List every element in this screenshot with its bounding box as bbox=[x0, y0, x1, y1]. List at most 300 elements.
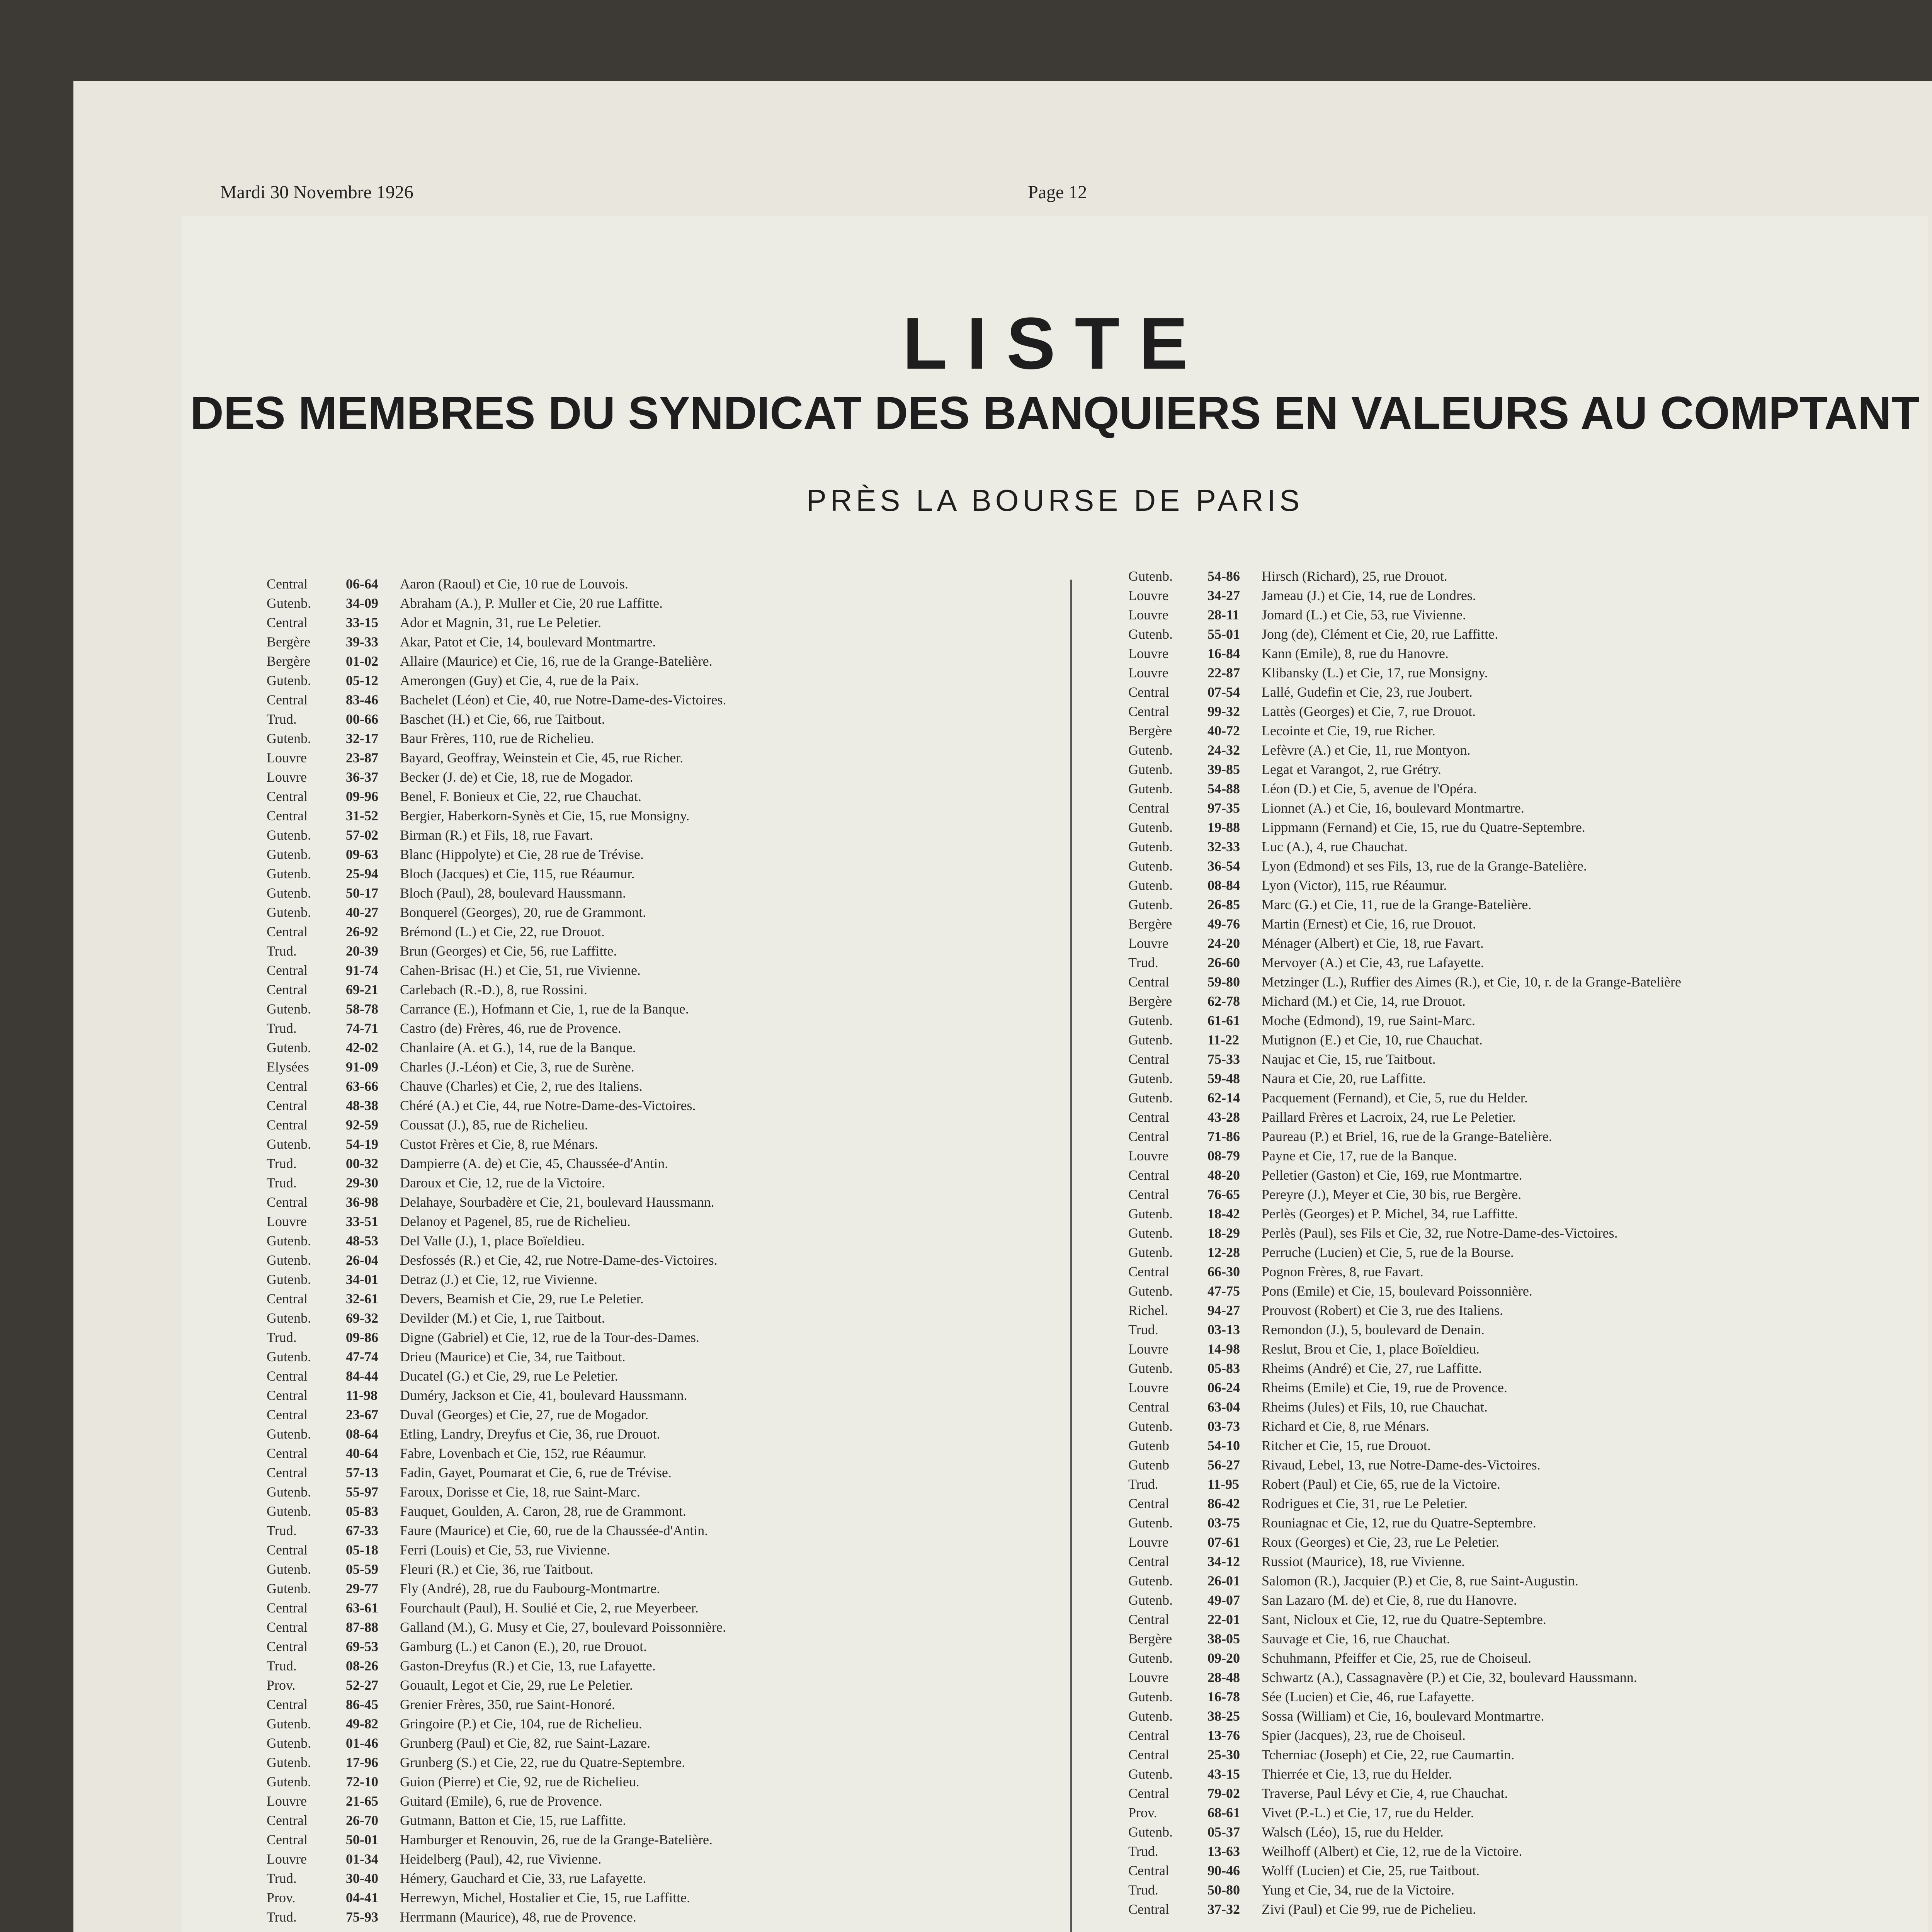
exchange: Trud. bbox=[267, 1658, 297, 1673]
phone-number: 99-32 bbox=[1208, 704, 1240, 719]
member-row bbox=[267, 981, 1078, 1001]
phone-number: 62-14 bbox=[1208, 1090, 1240, 1105]
member-row bbox=[267, 1716, 1078, 1735]
member-entry: Spier (Jacques), 23, rue de Choiseul. bbox=[1262, 1728, 1466, 1743]
member-row bbox=[267, 672, 1078, 692]
exchange: Gutenb. bbox=[267, 1426, 311, 1442]
member-entry: Yung et Cie, 34, rue de la Victoire. bbox=[1262, 1882, 1455, 1898]
exchange: Central bbox=[267, 576, 308, 592]
member-row bbox=[267, 1136, 1078, 1155]
exchange: Louvre bbox=[267, 1851, 307, 1867]
phone-number: 75-93 bbox=[346, 1909, 378, 1925]
phone-number: 54-19 bbox=[346, 1136, 378, 1152]
page-number: Page 12 bbox=[1028, 182, 1087, 202]
exchange: Central bbox=[267, 692, 308, 707]
exchange: Gutenb. bbox=[1128, 878, 1173, 893]
phone-number: 74-71 bbox=[346, 1020, 378, 1036]
member-entry: Martin (Ernest) et Cie, 16, rue Drouot. bbox=[1262, 916, 1476, 932]
member-entry: Dampierre (A. de) et Cie, 45, Chaussée-d'Antin. bbox=[400, 1156, 668, 1171]
exchange: Louvre bbox=[1128, 646, 1168, 661]
member-row bbox=[267, 1426, 1078, 1445]
exchange: Louvre bbox=[1128, 1341, 1168, 1357]
phone-number: 59-80 bbox=[1208, 974, 1240, 990]
member-row bbox=[267, 692, 1078, 711]
phone-number: 39-85 bbox=[1208, 762, 1240, 777]
phone-number: 01-46 bbox=[346, 1735, 378, 1751]
exchange: Gutenb. bbox=[267, 1484, 311, 1500]
exchange: Trud. bbox=[1128, 1844, 1158, 1859]
member-row bbox=[267, 1020, 1078, 1039]
member-row bbox=[1128, 568, 1932, 587]
member-row bbox=[267, 1117, 1078, 1136]
exchange: Gutenb. bbox=[1128, 820, 1173, 835]
phone-number: 72-10 bbox=[346, 1774, 378, 1789]
phone-number: 05-83 bbox=[1208, 1361, 1240, 1376]
member-row bbox=[1128, 974, 1932, 993]
member-entry: Perlès (Georges) et P. Michel, 34, rue Laffitte. bbox=[1262, 1206, 1518, 1221]
member-row bbox=[267, 1909, 1078, 1928]
member-entry: Bonquerel (Georges), 20, rue de Grammont. bbox=[400, 905, 646, 920]
phone-number: 54-88 bbox=[1208, 781, 1240, 796]
phone-number: 94-27 bbox=[1208, 1303, 1240, 1318]
phone-number: 16-84 bbox=[1208, 646, 1240, 661]
member-row bbox=[267, 614, 1078, 634]
member-row bbox=[267, 1503, 1078, 1522]
exchange: Gutenb. bbox=[267, 885, 311, 901]
member-entry: Desfossés (R.) et Cie, 42, rue Notre-Dame-des-Victoires. bbox=[400, 1252, 718, 1268]
member-entry: Guion (Pierre) et Cie, 92, rue de Richelieu. bbox=[400, 1774, 639, 1789]
exchange: Central bbox=[267, 924, 308, 939]
member-row bbox=[1128, 781, 1932, 800]
member-row bbox=[1128, 1669, 1932, 1689]
member-row bbox=[1128, 800, 1932, 819]
phone-number: 20-39 bbox=[346, 943, 378, 959]
member-entry: Chanlaire (A. et G.), 14, rue de la Banque. bbox=[400, 1040, 636, 1055]
member-row bbox=[267, 1658, 1078, 1677]
exchange: Bergère bbox=[1128, 1631, 1172, 1646]
member-row bbox=[267, 730, 1078, 750]
member-row bbox=[267, 750, 1078, 769]
member-row bbox=[1128, 1379, 1932, 1399]
exchange: Gutenb. bbox=[267, 1252, 311, 1268]
exchange: Louvre bbox=[1128, 935, 1168, 951]
member-row bbox=[267, 1349, 1078, 1368]
exchange: Gutenb. bbox=[1128, 1824, 1173, 1840]
member-entry: Custot Frères et Cie, 8, rue Ménars. bbox=[400, 1136, 598, 1152]
member-row bbox=[267, 866, 1078, 885]
exchange: Central bbox=[267, 1098, 308, 1113]
phone-number: 38-25 bbox=[1208, 1708, 1240, 1724]
member-row bbox=[1128, 1534, 1932, 1553]
phone-number: 63-61 bbox=[346, 1600, 378, 1616]
member-row bbox=[1128, 1360, 1932, 1379]
exchange: Trud. bbox=[267, 943, 297, 959]
member-row bbox=[1128, 1109, 1932, 1128]
phone-number: 32-33 bbox=[1208, 839, 1240, 854]
exchange: Bergère bbox=[1128, 993, 1172, 1009]
member-entry: Ritcher et Cie, 15, rue Drouot. bbox=[1262, 1438, 1431, 1453]
exchange: Louvre bbox=[267, 750, 307, 765]
phone-number: 68-61 bbox=[1208, 1805, 1240, 1820]
phone-number: 04-41 bbox=[346, 1890, 378, 1905]
member-entry: Mervoyer (A.) et Cie, 43, rue Lafayette. bbox=[1262, 955, 1484, 970]
exchange: Central bbox=[1128, 974, 1169, 990]
member-entry: Sossa (William) et Cie, 16, boulevard Montmartre. bbox=[1262, 1708, 1544, 1724]
member-entry: Moche (Edmond), 19, rue Saint-Marc. bbox=[1262, 1013, 1475, 1028]
member-entry: Bergier, Haberkorn-Synès et Cie, 15, rue Monsigny. bbox=[400, 808, 690, 823]
member-row bbox=[1128, 1244, 1932, 1264]
phone-number: 50-01 bbox=[346, 1832, 378, 1847]
member-entry: Brémond (L.) et Cie, 22, rue Drouot. bbox=[400, 924, 605, 939]
exchange: Central bbox=[1128, 1109, 1169, 1125]
exchange: Central bbox=[1128, 1786, 1169, 1801]
member-row bbox=[267, 1889, 1078, 1909]
exchange: Gutenb. bbox=[267, 1503, 311, 1519]
member-row bbox=[1128, 1012, 1932, 1032]
exchange: Trud. bbox=[267, 1020, 297, 1036]
member-row bbox=[267, 1522, 1078, 1542]
member-row bbox=[267, 943, 1078, 962]
member-entry: Chéré (A.) et Cie, 44, rue Notre-Dame-des-Victoires. bbox=[400, 1098, 696, 1113]
exchange: Gutenb. bbox=[267, 1581, 311, 1596]
exchange: Louvre bbox=[1128, 1380, 1168, 1395]
member-entry: Daroux et Cie, 12, rue de la Victoire. bbox=[400, 1175, 605, 1190]
member-entry: Fourchault (Paul), H. Soulié et Cie, 2, rue Meyerbeer. bbox=[400, 1600, 699, 1616]
member-row bbox=[267, 1638, 1078, 1658]
phone-number: 66-30 bbox=[1208, 1264, 1240, 1279]
exchange: Central bbox=[267, 1465, 308, 1480]
member-entry: Faroux, Dorisse et Cie, 18, rue Saint-Marc. bbox=[400, 1484, 640, 1500]
exchange: Gutenb. bbox=[1128, 626, 1173, 642]
phone-number: 12-28 bbox=[1208, 1245, 1240, 1260]
phone-number: 00-66 bbox=[346, 711, 378, 727]
member-entry: Ferri (Louis) et Cie, 53, rue Vivienne. bbox=[400, 1542, 611, 1558]
exchange: Trud. bbox=[267, 1156, 297, 1171]
member-entry: Birman (R.) et Fils, 18, rue Favart. bbox=[400, 827, 593, 843]
exchange: Louvre bbox=[1128, 607, 1168, 622]
exchange: Prov. bbox=[267, 1677, 296, 1693]
phone-number: 48-53 bbox=[346, 1233, 378, 1248]
exchange: Central bbox=[1128, 1167, 1169, 1183]
member-row bbox=[1128, 1225, 1932, 1244]
phone-number: 34-09 bbox=[346, 595, 378, 611]
exchange: Gutenb. bbox=[1128, 1361, 1173, 1376]
exchange: Gutenb. bbox=[1128, 1090, 1173, 1105]
phone-number: 01-02 bbox=[346, 653, 378, 669]
phone-number: 09-96 bbox=[346, 789, 378, 804]
member-row bbox=[1128, 1032, 1932, 1051]
member-entry: Walsch (Léo), 15, rue du Helder. bbox=[1262, 1824, 1444, 1840]
exchange: Gutenb. bbox=[267, 1136, 311, 1152]
exchange: Bergère bbox=[267, 634, 311, 650]
member-row bbox=[1128, 1824, 1932, 1843]
member-row bbox=[1128, 1283, 1932, 1302]
member-row bbox=[1128, 1341, 1932, 1360]
exchange: Central bbox=[1128, 1051, 1169, 1067]
member-entry: Fly (André), 28, rue du Faubourg-Montmartre. bbox=[400, 1581, 660, 1596]
member-row bbox=[1128, 819, 1932, 838]
member-entry: Traverse, Paul Lévy et Cie, 4, rue Chauchat. bbox=[1262, 1786, 1508, 1801]
member-entry: Delanoy et Pagenel, 85, rue de Richelieu. bbox=[400, 1214, 631, 1229]
phone-number: 34-01 bbox=[346, 1272, 378, 1287]
exchange: Louvre bbox=[267, 769, 307, 785]
phone-number: 05-18 bbox=[346, 1542, 378, 1558]
member-entry: Gamburg (L.) et Canon (E.), 20, rue Drouot. bbox=[400, 1639, 647, 1654]
phone-number: 76-65 bbox=[1208, 1187, 1240, 1202]
member-row bbox=[267, 808, 1078, 827]
exchange: Gutenb. bbox=[1128, 762, 1173, 777]
phone-number: 07-54 bbox=[1208, 684, 1240, 700]
member-entry: Becker (J. de) et Cie, 18, rue de Mogador. bbox=[400, 769, 633, 785]
phone-number: 67-33 bbox=[346, 1523, 378, 1538]
phone-number: 24-20 bbox=[1208, 935, 1240, 951]
member-entry: Sauvage et Cie, 16, rue Chauchat. bbox=[1262, 1631, 1450, 1646]
phone-number: 05-12 bbox=[346, 673, 378, 688]
member-row bbox=[1128, 1206, 1932, 1225]
member-row bbox=[267, 1851, 1078, 1870]
phone-number: 57-13 bbox=[346, 1465, 378, 1480]
member-entry: Rouniagnac et Cie, 12, rue du Quatre-Septembre. bbox=[1262, 1515, 1536, 1531]
member-entry: Detraz (J.) et Cie, 12, rue Vivienne. bbox=[400, 1272, 597, 1287]
phone-number: 07-61 bbox=[1208, 1534, 1240, 1550]
member-row bbox=[267, 1542, 1078, 1561]
member-row bbox=[1128, 587, 1932, 607]
exchange: Gutenb. bbox=[267, 1310, 311, 1326]
exchange: Central bbox=[267, 1407, 308, 1422]
member-entry: Mutignon (E.) et Cie, 10, rue Chauchat. bbox=[1262, 1032, 1483, 1048]
member-row bbox=[267, 1812, 1078, 1832]
column-divider bbox=[1070, 580, 1072, 1932]
member-entry: Carrance (E.), Hofmann et Cie, 1, rue de la Banque. bbox=[400, 1001, 689, 1017]
phone-number: 49-07 bbox=[1208, 1592, 1240, 1608]
phone-number: 23-87 bbox=[346, 750, 378, 765]
exchange: Gutenb. bbox=[267, 827, 311, 843]
phone-number: 55-97 bbox=[346, 1484, 378, 1500]
member-entry: Pelletier (Gaston) et Cie, 169, rue Montmartre. bbox=[1262, 1167, 1522, 1183]
phone-number: 69-53 bbox=[346, 1639, 378, 1654]
member-entry: Payne et Cie, 17, rue de la Banque. bbox=[1262, 1148, 1457, 1163]
exchange: Central bbox=[1128, 1747, 1169, 1762]
member-entry: Bayard, Geoffray, Weinstein et Cie, 45, rue Richer. bbox=[400, 750, 684, 765]
phone-number: 31-52 bbox=[346, 808, 378, 823]
member-row bbox=[1128, 1495, 1932, 1515]
member-entry: Carlebach (R.-D.), 8, rue Rossini. bbox=[400, 982, 587, 997]
exchange: Gutenb. bbox=[267, 673, 311, 688]
member-row bbox=[1128, 1631, 1932, 1650]
member-row bbox=[267, 1484, 1078, 1503]
phone-number: 05-37 bbox=[1208, 1824, 1240, 1840]
phone-number: 08-64 bbox=[346, 1426, 378, 1442]
member-entry: Herrewyn, Michel, Hostalier et Cie, 15, rue Laffitte. bbox=[400, 1890, 690, 1905]
member-row bbox=[267, 1233, 1078, 1252]
phone-number: 75-33 bbox=[1208, 1051, 1240, 1067]
member-row bbox=[1128, 1418, 1932, 1437]
exchange: Trud. bbox=[267, 1523, 297, 1538]
member-row bbox=[267, 1696, 1078, 1716]
member-entry: Lyon (Victor), 115, rue Réaumur. bbox=[1262, 878, 1447, 893]
phone-number: 30-40 bbox=[346, 1871, 378, 1886]
member-row bbox=[267, 576, 1078, 595]
phone-number: 11-95 bbox=[1208, 1476, 1240, 1492]
member-row bbox=[1128, 626, 1932, 645]
member-row bbox=[267, 1406, 1078, 1426]
member-row bbox=[267, 904, 1078, 923]
phone-number: 49-76 bbox=[1208, 916, 1240, 932]
exchange: Trud. bbox=[267, 1330, 297, 1345]
member-row bbox=[1128, 742, 1932, 761]
member-row bbox=[1128, 1051, 1932, 1070]
member-entry: Castro (de) Frères, 46, rue de Provence. bbox=[400, 1020, 621, 1036]
phone-number: 38-05 bbox=[1208, 1631, 1240, 1646]
member-entry: Pons (Emile) et Cie, 15, boulevard Poissonnière. bbox=[1262, 1283, 1532, 1299]
member-entry: Prouvost (Robert) et Cie 3, rue des Italiens. bbox=[1262, 1303, 1503, 1318]
phone-number: 05-59 bbox=[346, 1561, 378, 1577]
exchange: Louvre bbox=[267, 1214, 307, 1229]
member-entry: Perruche (Lucien) et Cie, 5, rue de la Bourse. bbox=[1262, 1245, 1514, 1260]
member-row bbox=[1128, 877, 1932, 896]
phone-number: 61-61 bbox=[1208, 1013, 1240, 1028]
exchange: Trud. bbox=[1128, 1476, 1158, 1492]
phone-number: 24-32 bbox=[1208, 742, 1240, 758]
phone-number: 39-33 bbox=[346, 634, 378, 650]
exchange: Central bbox=[1128, 1399, 1169, 1415]
exchange: Louvre bbox=[1128, 1670, 1168, 1685]
member-row bbox=[1128, 1167, 1932, 1186]
phone-number: 59-48 bbox=[1208, 1071, 1240, 1086]
phone-number: 90-46 bbox=[1208, 1863, 1240, 1878]
member-entry: Pereyre (J.), Meyer et Cie, 30 bis, rue Bergère. bbox=[1262, 1187, 1522, 1202]
phone-number: 36-98 bbox=[346, 1194, 378, 1210]
phone-number: 11-98 bbox=[346, 1388, 378, 1403]
member-row bbox=[1128, 1321, 1932, 1341]
member-row bbox=[1128, 1070, 1932, 1090]
exchange: Central bbox=[267, 1078, 308, 1094]
exchange: Bergère bbox=[1128, 916, 1172, 932]
member-entry: Gouault, Legot et Cie, 29, rue Le Peletier. bbox=[400, 1677, 633, 1693]
member-row bbox=[1128, 1553, 1932, 1573]
member-row bbox=[1128, 954, 1932, 974]
member-row bbox=[267, 1213, 1078, 1233]
member-entry: Bloch (Jacques) et Cie, 115, rue Réaumur. bbox=[400, 866, 635, 881]
member-entry: Etling, Landry, Dreyfus et Cie, 36, rue Drouot. bbox=[400, 1426, 660, 1442]
member-entry: Paureau (P.) et Briel, 16, rue de la Grange-Batelière. bbox=[1262, 1129, 1552, 1144]
exchange: Trud. bbox=[1128, 1322, 1158, 1337]
member-row bbox=[267, 1291, 1078, 1310]
member-row bbox=[267, 1445, 1078, 1464]
exchange: Gutenb. bbox=[1128, 1245, 1173, 1260]
member-row bbox=[267, 1175, 1078, 1194]
exchange: Gutenb. bbox=[267, 1001, 311, 1017]
exchange: Central bbox=[1128, 1554, 1169, 1569]
member-row bbox=[267, 1155, 1078, 1175]
member-entry: Richard et Cie, 8, rue Ménars. bbox=[1262, 1418, 1429, 1434]
exchange: Central bbox=[267, 1619, 308, 1635]
member-entry: Delahaye, Sourbadère et Cie, 21, boulevard Haussmann. bbox=[400, 1194, 714, 1210]
member-row bbox=[267, 1580, 1078, 1600]
member-entry: Abraham (A.), P. Muller et Cie, 20 rue Laffitte. bbox=[400, 595, 663, 611]
exchange: Louvre bbox=[1128, 1534, 1168, 1550]
member-row bbox=[1128, 935, 1932, 954]
exchange: Central bbox=[267, 1291, 308, 1306]
exchange: Central bbox=[267, 1388, 308, 1403]
member-row bbox=[1128, 1437, 1932, 1457]
member-entry: Reslut, Brou et Cie, 1, place Boïeldieu. bbox=[1262, 1341, 1480, 1357]
member-entry: Gaston-Dreyfus (R.) et Cie, 13, rue Lafayette. bbox=[400, 1658, 656, 1673]
member-entry: Charles (J.-Léon) et Cie, 3, rue de Surène. bbox=[400, 1059, 634, 1075]
member-entry: Fleuri (R.) et Cie, 36, rue Taitbout. bbox=[400, 1561, 594, 1577]
issue-date: Mardi 30 Novembre 1926 bbox=[220, 182, 413, 202]
phone-number: 29-77 bbox=[346, 1581, 378, 1596]
member-entry: Schuhmann, Pfeiffer et Cie, 25, rue de Choiseul. bbox=[1262, 1650, 1532, 1666]
phone-number: 16-78 bbox=[1208, 1689, 1240, 1704]
phone-number: 58-78 bbox=[346, 1001, 378, 1017]
member-row bbox=[267, 827, 1078, 846]
member-entry: Lallé, Gudefin et Cie, 23, rue Joubert. bbox=[1262, 684, 1473, 700]
member-entry: Bloch (Paul), 28, boulevard Haussmann. bbox=[400, 885, 626, 901]
exchange: Trud. bbox=[267, 1909, 297, 1925]
member-row bbox=[267, 885, 1078, 904]
exchange: Gutenb. bbox=[267, 866, 311, 881]
member-entry: Lionnet (A.) et Cie, 16, boulevard Montmartre. bbox=[1262, 800, 1524, 816]
member-row bbox=[267, 634, 1078, 653]
member-entry: Paillard Frères et Lacroix, 24, rue Le Peletier. bbox=[1262, 1109, 1516, 1125]
member-entry: Robert (Paul) et Cie, 65, rue de la Victoire. bbox=[1262, 1476, 1500, 1492]
phone-number: 42-02 bbox=[346, 1040, 378, 1055]
phone-number: 48-20 bbox=[1208, 1167, 1240, 1183]
member-row bbox=[267, 1832, 1078, 1851]
phone-number: 69-32 bbox=[346, 1310, 378, 1326]
exchange: Gutenb. bbox=[1128, 1708, 1173, 1724]
member-entry: Wolff (Lucien) et Cie, 25, rue Taitbout. bbox=[1262, 1863, 1480, 1878]
member-row bbox=[267, 1368, 1078, 1387]
member-row bbox=[1128, 1264, 1932, 1283]
exchange: Trud. bbox=[1128, 1882, 1158, 1898]
member-entry: Luc (A.), 4, rue Chauchat. bbox=[1262, 839, 1408, 854]
member-entry: Remondon (J.), 5, boulevard de Denain. bbox=[1262, 1322, 1485, 1337]
phone-number: 21-65 bbox=[346, 1793, 378, 1809]
exchange: Central bbox=[1128, 1187, 1169, 1202]
exchange: Gutenb. bbox=[267, 1735, 311, 1751]
member-row bbox=[267, 962, 1078, 981]
member-entry: Blanc (Hippolyte) et Cie, 28 rue de Trévise. bbox=[400, 847, 644, 862]
phone-number: 25-30 bbox=[1208, 1747, 1240, 1762]
member-row bbox=[267, 1677, 1078, 1696]
exchange: Bergère bbox=[267, 653, 311, 669]
exchange: Central bbox=[1128, 800, 1169, 816]
exchange: Gutenb. bbox=[1128, 1573, 1173, 1588]
member-row bbox=[267, 1793, 1078, 1812]
member-row bbox=[1128, 916, 1932, 935]
exchange: Louvre bbox=[1128, 1148, 1168, 1163]
member-entry: Aaron (Raoul) et Cie, 10 rue de Louvois. bbox=[400, 576, 628, 592]
member-entry: Baschet (H.) et Cie, 66, rue Taitbout. bbox=[400, 711, 605, 727]
exchange: Gutenb. bbox=[1128, 1032, 1173, 1048]
member-entry: Jameau (J.) et Cie, 14, rue de Londres. bbox=[1262, 588, 1476, 603]
exchange: Central bbox=[267, 1600, 308, 1616]
phone-number: 29-30 bbox=[346, 1175, 378, 1190]
phone-number: 03-73 bbox=[1208, 1418, 1240, 1434]
member-entry: Rheims (Emile) et Cie, 19, rue de Provence. bbox=[1262, 1380, 1507, 1395]
member-entry: Benel, F. Bonieux et Cie, 22, rue Chauchat. bbox=[400, 789, 641, 804]
phone-number: 18-42 bbox=[1208, 1206, 1240, 1221]
title-syndicat: DES MEMBRES DU SYNDICAT DES BANQUIERS EN VALEURS AU COMPTANT bbox=[190, 387, 1920, 439]
member-row bbox=[267, 1194, 1078, 1213]
member-row bbox=[1128, 1128, 1932, 1148]
phone-number: 43-15 bbox=[1208, 1766, 1240, 1782]
phone-number: 54-10 bbox=[1208, 1438, 1240, 1453]
member-row bbox=[1128, 1399, 1932, 1418]
member-row bbox=[267, 1310, 1078, 1329]
